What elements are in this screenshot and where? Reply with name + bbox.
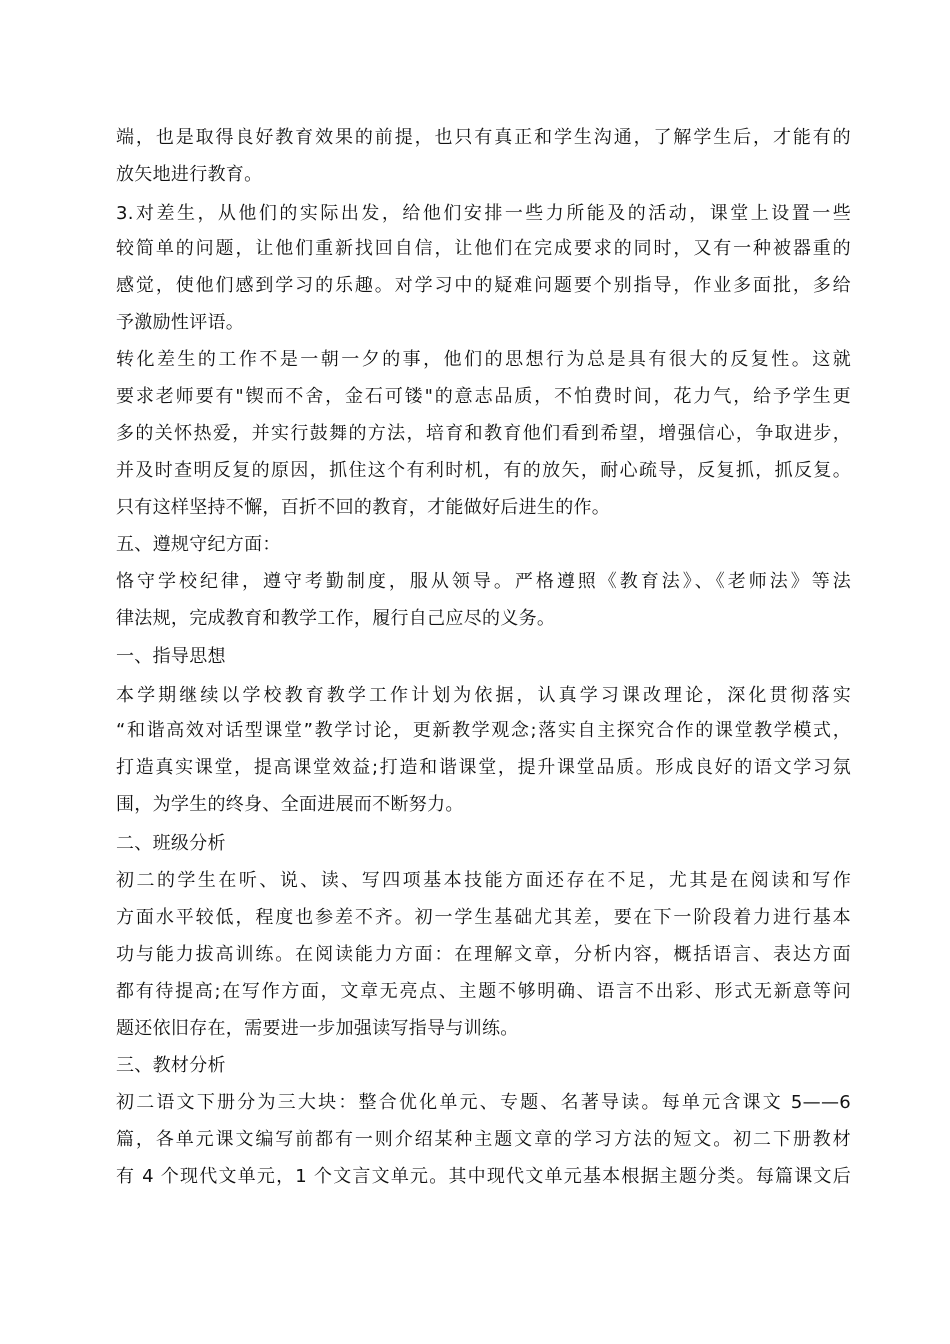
section-heading: 五、遵规守纪方面： [116,534,281,555]
text-line: 初二的学生在听、说、读、写四项基本技能方面还存在不足，尤其是在阅读和写作 [116,870,851,891]
text-line: 放矢地进行教育。 [116,164,263,185]
text-line: 并及时查明反复的原因，抓住这个有利时机，有的放矢，耐心疏导，反复抓，抓反复。 [116,460,851,481]
text-line: 较简单的问题，让他们重新找回自信，让他们在完成要求的同时，又有一种被器重的 [116,238,851,259]
text-line: 都有待提高;在写作方面，文章无亮点、主题不够明确、语言不出彩、形式无新意等问 [116,981,851,1002]
text-line: 端，也是取得良好教育效果的前提，也只有真正和学生沟通，了解学生后，才能有的 [116,127,851,148]
text-line: “和谐高效对话型课堂”教学讨论，更新教学观念;落实自主探究合作的课堂教学模式， [116,720,851,741]
text-line: 予激励性评语。 [116,312,245,333]
text-line: 要求老师要有"锲而不舍，金石可镂"的意志品质，不怕费时间，花力气，给予学生更 [116,386,851,407]
text-line: 初二语文下册分为三大块：整合优化单元、专题、名著导读。每单元含课文 5——6 [116,1092,851,1113]
text-line: 恪守学校纪律，遵守考勤制度，服从领导。严格遵照《教育法》、《老师法》等法 [116,571,851,592]
section-heading: 三、教材分析 [116,1055,226,1076]
text-line: 感觉，使他们感到学习的乐趣。对学习中的疑难问题要个别指导，作业多面批，多给 [116,275,851,296]
text-line: 只有这样坚持不懈，百折不回的教育，才能做好后进生的作。 [116,497,611,518]
text-line: 功与能力拔高训练。在阅读能力方面：在理解文章，分析内容，概括语言、表达方面 [116,944,851,965]
text-line: 打造真实课堂，提高课堂效益;打造和谐课堂，提升课堂品质。形成良好的语文学习氛 [116,757,851,778]
section-heading: 一、指导思想 [116,646,226,667]
text-line: 篇，各单元课文编写前都有一则介绍某种主题文章的学习方法的短文。初二下册教材 [116,1129,851,1150]
text-line: 本学期继续以学校教育教学工作计划为依据，认真学习课改理论，深化贯彻落实 [116,685,851,706]
text-line: 方面水平较低，程度也参差不齐。初一学生基础尤其差，要在下一阶段着力进行基本 [116,907,851,928]
text-line: 3.对差生，从他们的实际出发，给他们安排一些力所能及的活动，课堂上设置一些 [116,203,851,224]
text-line: 多的关怀热爱，并实行鼓舞的方法，培育和教育他们看到希望，增强信心，争取进步， [116,423,851,444]
text-line: 转化差生的工作不是一朝一夕的事，他们的思想行为总是具有很大的反复性。这就 [116,349,851,370]
text-line: 围，为学生的终身、全面进展而不断努力。 [116,794,464,815]
section-heading: 二、班级分析 [116,833,226,854]
text-line: 律法规，完成教育和教学工作，履行自己应尽的义务。 [116,608,556,629]
text-line: 题还依旧存在，需要进一步加强读写指导与训练。 [116,1018,519,1039]
text-line: 有 4 个现代文单元，1 个文言文单元。其中现代文单元基本根据主题分类。每篇课文后 [116,1166,851,1187]
